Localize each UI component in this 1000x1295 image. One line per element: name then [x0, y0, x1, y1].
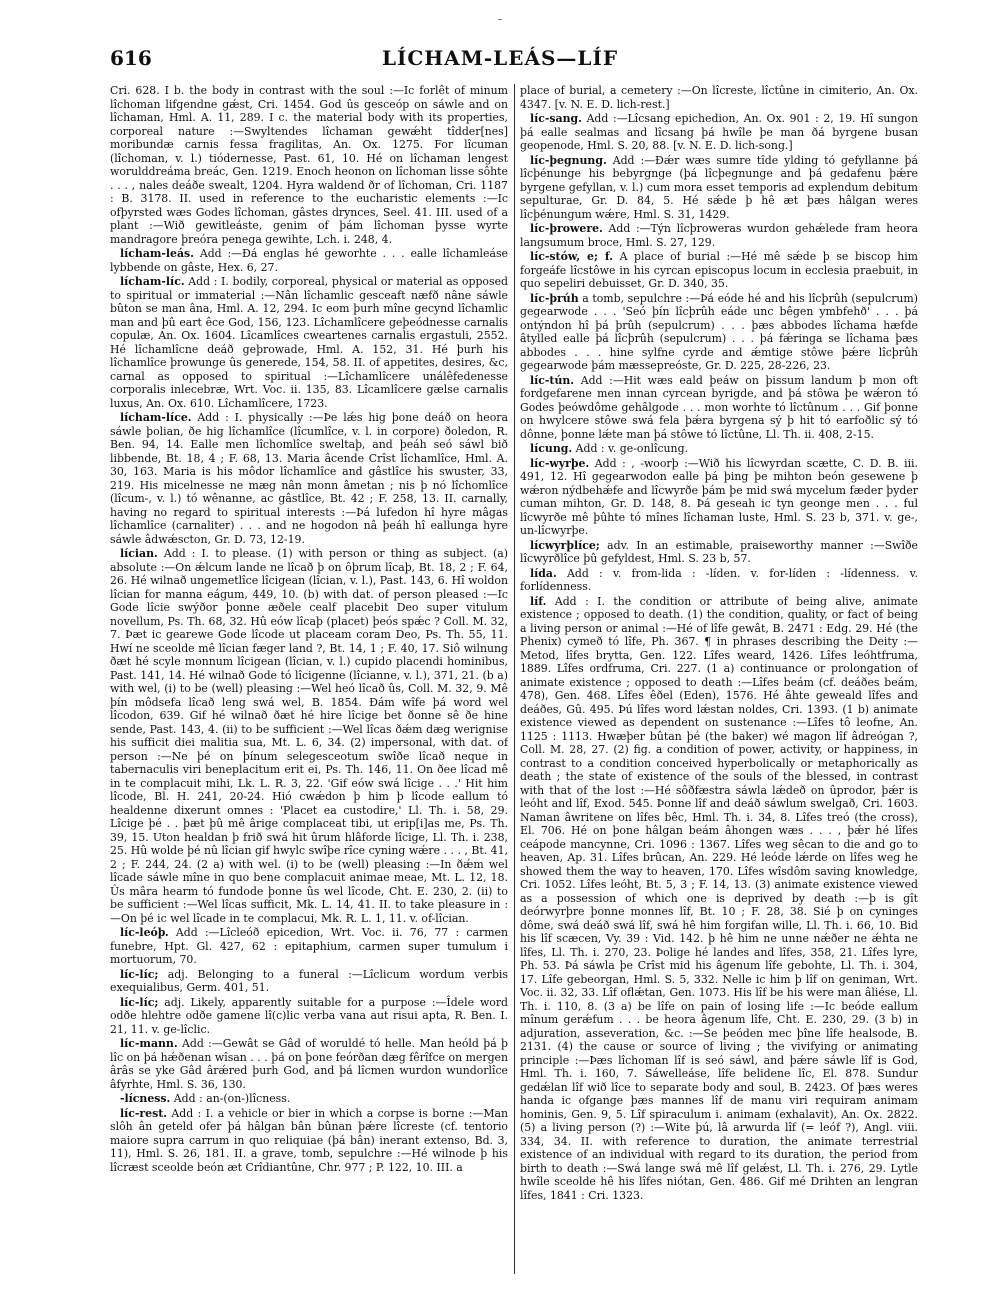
dictionary-entry: [110, 1107, 508, 1175]
column-divider: [514, 84, 515, 1274]
entry-text: a tomb, sepulchre :—Þá eóde hé and his lîcþrûh (sepulcrum) gegearwode . . . 'Seó þín lîcþrûh eáde unc bêgen ymbfehð' . . . þá ontýndon hî þá þrûh (sepulcrum) . . . þæs abbodes lîchama hæfde âtylled ealle þá lîcþrûh (sepulcrum) . . . þá fǽringa se lîchama þæs abbodes . . . hine sylfne cyrde and ǽmtige stôwe þǽre lîcþrûh gegearwode þám mæssepreóste, Gr. D. 225, 28-226, 23.: [520, 291, 918, 372]
entry-headword: líc-þegnung.: [530, 153, 607, 167]
dictionary-entry: [520, 374, 918, 442]
entry-text: Add :—Lîcleóð epicedion, Wrt. Voc. ii. 76, 77 : carmen funebre, Hpt. Gl. 427, 62 : epitaphium, carmen super tumulum i mortuorum, 70.: [110, 926, 508, 966]
dictionary-entry: [110, 1092, 508, 1106]
dictionary-entry: [520, 595, 918, 1203]
entry-text: Add :—Týn lîcþroweras wurdon gehǽlede fram heora langsumum broce, Hml. S. 27, 129.: [520, 222, 918, 249]
dictionary-entry: [520, 250, 918, 291]
entry-headword: líc-stów, e; f.: [530, 250, 613, 263]
entry-text: adj. Belonging to a funeral :—Lîclicum wordum verbis exequialibus, Germ. 401, 51.: [110, 967, 508, 994]
entry-headword: líc-tún.: [530, 373, 575, 387]
entry-text: Add :—Gewât se Gâd of woruldé tó helle. Man heóld þá þ lîc on þá hǽðenan wîsan . . . þá on þone feórðan dæg fêrîfce on mergen ârâs se yke Gâd ârǽred þurh God, and þá lîcmen wurdon wundorlîce âfyrhte, Hml. S. 36, 130.: [110, 1037, 508, 1091]
entry-text: Add : I. physically :—Þe lǽs hig þone deáð on heora sáwle þolian, ðe hig lîchamlîce (lîcumlîce, v. l. in corpore) ðoledon, R. Ben. 94, 14. Ealle men lîchomlîce sweltaþ, and þeáh seó sáwl bið libbende, Bt. 18, 4 ; F. 68, 13. Maria âcende Crîst lîchamlîce, Hml. A. 30, 163. Maria is his môdor lîchamlîce and gâstlîce his swuster, 33, 219. His micelnesse ne mæg nân monn âmetan ; nis þ nó lîchomlîce (lîcum-, v. l.) tó wênanne, ac gâstlîce, Bt. 42 ; F. 258, 13. II. carnally, having no regard to spiritual interests :—Þá lufedon hî hyre mâgas lîchamlîce (carnaliter) . . . and ne hogodon nâ þeáh hî eallunga hyre sáwle âdwǽscton, Gr. D. 73, 12-19.: [110, 411, 508, 546]
entry-text: Add :—Hit wæs eald þeáw on þissum landum þ mon oft fordgefarene men innan cyrcean byrigde, and þá stôwa þe wǽron tó Godes þeówdôme gehâlgode . . . mon worhte tó lîctûnum . . . Gif þonne on hwylcere stôwe swá fela þǽra byrgena sý þ hit tó earfoðlic sý tó dônne, þonne lǽte man þá stôwe tó lîctûne, Ll. Th. ii. 408, 2-15.: [520, 373, 918, 441]
entry-headword: líc-leóþ.: [120, 926, 169, 939]
entry-headword: lícung.: [530, 442, 573, 455]
right-column: [520, 84, 918, 1274]
entry-headword: lícham-líc.: [120, 275, 185, 288]
dictionary-entry: [110, 1037, 508, 1091]
entry-text: Add : an-(on-)lîcness.: [173, 1092, 291, 1105]
dictionary-entry: [110, 247, 508, 274]
dictionary-entry: [110, 547, 508, 925]
dictionary-entry: [110, 926, 508, 967]
entry-text: Add : v. from-lida : -líden. v. for-líden : -lídenness. v. forlídenness.: [520, 566, 918, 593]
dictionary-entry: [110, 968, 508, 995]
running-head: LÍCHAM-LEÁS—LÍF: [381, 46, 619, 70]
entry-headword: líc-þrowere.: [530, 222, 603, 235]
entry-headword: lícham-leás.: [120, 247, 194, 260]
entry-headword: líc-líc;: [120, 995, 159, 1009]
entry-text: place of burial, a cemetery :—On lîcreste, lîctûne in cimiterio, An. Ox. 4347. [v. N. E. D. lich-rest.]: [520, 84, 918, 111]
entry-text: adv. In an estimable, praiseworthy manner :—Swîðe lîcwyrðlîce þû gefyldest, Hml. S. 23 b, 57.: [520, 538, 918, 565]
dictionary-entry: [520, 292, 918, 373]
entry-text: adj. Likely, apparently suitable for a purpose :—Îdele word odðe hlehtre odðe gamene lî(c)lic verba vana aut risui apta, R. Ben. I. 21, 11. v. ge-lîclic.: [110, 995, 508, 1036]
dictionary-entry: [110, 996, 508, 1037]
top-mark: -: [497, 12, 503, 26]
entry-headword: líf.: [530, 594, 547, 608]
entry-text: Add :—Lîcsang epichedion, An. Ox. 901 : 2, 19. Hî sungon þá ealle sealmas and lîcsang þá hwîle þe man ðá byrgene busan geopenode, Hml. S. 20, 88. [v. N. E. D. lich-song.]: [520, 112, 918, 152]
entry-headword: lída.: [530, 566, 557, 580]
entry-headword: -lícness.: [120, 1092, 171, 1105]
entry-text: Add : , -woorþ :—Wið his lîcwyrdan scætte, C. D. B. iii. 491, 12. Hî gegearwodon ealle þá þing þe mihton beón gesewene þ wǽron nýdbehǽfe and lîcwyrðe þám þe mid swá mycelum fæder þyder cuman mihton, Gr. D. 148, 8. Þá geseah ic tyn geonge men . . . ful lîcwyrðe mê þûhte tó mînes lîchaman luste, Hml. S. 23 b, 371. v. ge-, un-lîcwyrþe.: [520, 456, 918, 537]
dictionary-entry: [520, 112, 918, 153]
entry-text: Cri. 628. I b. the body in contrast with the soul :—Ic forlêt of minum lîchoman lifgendne gǽst, Cri. 1454. God ûs gesceóp on sáwle and on lîchaman, Hml. A. 11, 289. I c. the material body with its properties, corporeal nature :—Swyltendes lîchaman gewǽht tîdder[nes] moribundæ carnis fessa fragilitas, An. Ox. 1275. For lîcuman (lîchoman, v. l.) tiódernesse, Past. 61, 10. Hé on lîchaman lengest worulddreáma breác, Gen. 1219. Enoch heonon on lîchoman lisse sôhte . . . , nales deáðe swealt, 1204. Hyra waldend ðr of lîchoman, Cri. 1187 : B. 3178. II. used in reference to the eucharistic elements :—Ic ofþyrsted wæs Godes lîchoman, gâstes drynces, Seel. 41. III. used of a plant :—Wið gewitleáste, genim of þám lîchoman þysse wyrte mandragore þreóra penega gewihte, Lch. i. 248, 4.: [110, 84, 508, 246]
entry-headword: lícian.: [120, 547, 158, 560]
entry-headword: líc-líc;: [120, 967, 159, 981]
entry-headword: líc-þrúh: [530, 291, 579, 305]
dictionary-entry: [520, 457, 918, 538]
entry-headword: lícwyrþlíce;: [530, 538, 600, 552]
dictionary-entry: [520, 539, 918, 566]
page-number: 616: [110, 46, 152, 70]
entry-headword: líc-sang.: [530, 112, 582, 125]
entry-text: Add : I. the condition or attribute of being alive, animate existence ; opposed to death. (1) the condition, quality, or fact of being a living person or animal :—Hé of lîfe gewât, B. 2471 : Edg. 29. Hé (the Phenix) cymeð tó lîfe, Ph. 367. ¶ in phrases describing the Deity :—Metod, lîfes brytta, Gen. 122. Lîfes weard, 1426. Lîfes leóhtfruma, 1889. Lîfes ordfruma, Cri. 227. (1 a) continuance or prolongation of animate existence ; opposed to death :—Lîfes beám (cf. deáðes beám, 478), Gen. 468. Lîfes êðel (Eden), 1576. Hé âhte geweald lîfes and deáðes, Gû. 495. Þú lîfes word lǽstan noldes, Cri. 1393. (1 b) animate existence viewed as dependent on sustenance :—Lîfes tô leofne, An. 1125 : 1113. Hwæþer bûtan þé (the baker) wé magon lîf âdreógan ?, Coll. M. 28, 27. (2) fig. a condition of power, activity, or happiness, in contrast to a condition conceived hyperbolically or metaphorically as death ; the state of existence of the souls of the blessed, in contrast with that of the lost :—Hé sôðfæstra sáwla lǽdeð on ûprodor, þǽr is leóht and lîf, Exod. 545. Þonne lîf and deáð sáwlum swelgað, Cri. 1603. Naman âwritene on lîfes bêc, Hml. Th. i. 34, 8. Lîfes treó (the cross), El. 706. Hé on þone hâlgan beám âhongen wæs . . . , þǽr hé lîfes ceápode mancynne, Cri. 1096 : 1367. Lîfes weg sêcan to die and go to heaven, Ap. 31. Lîfes brûcan, An. 229. Hé leóde lǽrde on lîfes weg he showed them the way to heaven, 170. Lîfes wîsdôm saving knowledge, Cri. 1052. Lîfes leóht, Bt. 5, 3 ; F. 14, 13. (3) animate existence viewed as a possession of which one is deprived by death :—þ is gît deórwyrþre þonne monnes lîf, Bt. 10 ; F. 28, 38. Sié þ on cyninges dôme, swá deáð swá lîf, swá hê him forgifan wille, Ll. Th. i. 66, 10. Bid his lîf scæcen, Vy. 39 : Vid. 142. þ hê him ne unne nǽðer ne ǽhta ne lîfes, Ll. Th. i. 270, 23. Þolige hé landes and lîfes, 358, 21. Lîfes lyre, Ph. 53. Þá sáwla þe Crîst mid his âgenum lîfe gebohte, Ll. Th. i. 304, 17. Lîfe gebeorgan, Hml. S. 5, 332. Nelle ic him þ lîf on geniman, Wrt. Voc. ii. 32, 33. Lîf oflǽtan, Gen. 1073. His lîf be his were man âliése, Ll. Th. i. 110, 8. (3 a) be lîfe on pain of losing life :—Ic beóde eallum mînum gerǽfum . . . be heora âgenum lîfe, Cht. E. 230, 29. (3 b) in adjuration, asseveration, &c. :—Se þeóden mec þîne lîfe healsode, B. 2131. (4) the cause or source of living ; the vivifying or animating principle :—Þæs lîchoman lîf is seó sáwl, and þǽre sáwle lîf is God, Hml. Th. i. 160, 7. Sáwelleáse, lîfe belidene lîc, El. 878. Sundur gedǽlan lîf wið lîce to separate body and soul, B. 2423. Of þæs weres handa ic ofgange þæs mannes lîf de manu viri requiram animam hominis, Gen. 9, 5. Lîf spiraculum i. animam (exhalavit), An. Ox. 2822. (5) a living person (?) :—Wite þú, lâ arwurda lîf (= leóf ?), Angl. viii. 334, 34. II. with reference to duration, the animate terrestrial existence of an individual with regard to its duration, the period from birth to death :—Swá lange swá mê lîf gelǽst, Ll. Th. i. 276, 29. Lytle hwîle sceolde hê his lîfes niótan, Gen. 486. Gif mé Drihten an lengran lîfes, 1841 : Cri. 1323.: [520, 594, 918, 1202]
entry-text: Add : I. a vehicle or bier in which a corpse is borne :—Man slôh ân geteld ofer þá hâlgan bân bûnan þǽre lîcreste (cf. tentorio maiore supra carrum in quo reliquiae (þá bân) inerant extenso, Bd. 3, 11), Hml. S. 26, 181. II. a grave, tomb, sepulchre :—Hé wilnode þ his lîcræst sceolde beón æt Crîdiantûne, Chr. 977 ; P. 122, 10. III. a: [110, 1106, 508, 1174]
entry-headword: líc-wyrþe.: [530, 456, 590, 470]
dictionary-entry: [110, 84, 508, 246]
dictionary-entry: [520, 442, 918, 456]
entry-text: Add : I. bodily, corporeal, physical or material as opposed to spiritual or immaterial :—Nân lîchamlic gesceaft næfð nâne sáwle bûton se man âna, Hml. A. 12, 294. Ic eom þurh mîne gecynd lîchamlic man and þû eart êce God, 156, 123. Lîchamlîcere geþeódnesse carnalis copulæ, An. Ox. 1604. Lîcamlîces cweartenes carnalis ergastuli, 2552. Hé lîchamlîcne deáð geþrowade, Hml. A. 152, 31. Hé þurh his lîchamlîce þrowunge ûs generede, 154, 58. II. of appetites, desires, &c, carnal as opposed to spiritual :—Lîchamlîcere unálêfedenesse corporalis inlecebræ, Wrt. Voc. ii. 135, 83. Lîcamlîcere gælse carnalis luxus, An. Ox. 610. Lîchamlîcere, 1723.: [110, 275, 508, 410]
page-header: [110, 46, 890, 74]
dictionary-entry: [520, 154, 918, 222]
dictionary-entry: [520, 84, 918, 111]
entry-headword: lícham-líce.: [120, 411, 192, 424]
entry-text: A place of burial :—Hé mê sǽde þ se biscop him forgeáfe lîcstôwe in his cyrcan episcopus locum in ecclesia praebuit, in quo sepeliri debuisset, Gr. D. 340, 35.: [520, 250, 918, 290]
left-column: [110, 84, 508, 1274]
text-columns: [110, 84, 918, 1274]
entry-text: Add :—Ðǽr wæs sumre tîde ylding tó gefyllanne þá lîcþénunge his bebyrgnge (þá lîcþegnunge and þá gedafenu þǽre byrgene gefyllan, v. l.) cum mora esset temporis ad explendum debitum sepulturae, Gr. D. 84, 5. Hé sǽde þ hê æt þæs hâlgan weres lîcþénungum wǽre, Hml. S. 31, 1429.: [520, 153, 918, 221]
entry-headword: líc-mann.: [120, 1037, 178, 1050]
entry-headword: líc-rest.: [120, 1106, 168, 1120]
entry-text: Add : v. ge-onlîcung.: [575, 442, 689, 455]
entry-text: Add :—Ðá englas hé geworhte . . . ealle lîchamleáse lybbende on gâste, Hex. 6, 27.: [110, 247, 508, 274]
dictionary-entry: [110, 411, 508, 546]
dictionary-entry: [520, 222, 918, 249]
entry-text: Add : I. to please. (1) with person or thing as subject. (a) absolute :—On ǽlcum lande ne lîcað þ on ôþrum lîcaþ, Bt. 18, 2 ; F. 64, 26. Hé wilnað ungemetlîce lîcigean (lîcian, v. l.), Past. 143, 6. Hî woldon lîcian for manna eágum, 449, 10. (b) with dat. of person pleased :—Ic Gode lîcie swýðor þonne æðele cealf placebit Deo super vitulum novellum, Ps. Th. 68, 32. Hû eów lîcaþ (placet) þeós spǽc ? Coll. M. 32, 7. Þæt ic gearewe Gode lîcode ut placeam coram Deo, Ps. Th. 55, 11. Hwí ne sceolde mê lîcian fæger land ?, Bt. 14, 1 ; F. 40, 17. Siô wilnung ðæt hé scyle monnum lîcigean (lîcian, v. l.) cupido placendi hominibus, Past. 141, 14. Hé wilnað Gode tó lîcigenne (lîcianne, v. l.), 371, 21. (b a) with wel, (i) to be (well) pleasing :—Wel heó lîcað ûs, Coll. M. 32, 9. Mê þín môdsefa lîcað leng swá wel, B. 1854. Ðám wîfe þá word wel lîcodon, 639. Gif hé wilnað ðæt hé hire lîcige bet ðonne sê ðe hine sende, Past. 143, 4. (ii) to be sufficient :—Wel lîcas ðǽm dæg werignise his sufficit diei malitia sua, Mt. L. 6, 34. (2) impersonal, with dat. of person :—Ne þé on þínum selegesceotum swîðe lîcað neque in tabernaculis viri beneplacitum erit ei, Ps. Th. 146, 11. On ðee lîcad mê in te complacuit mihi, Lk. L. R. 3, 22. 'Gif eów swá lîcige . . .' Hit him lîcode, Bl. H. 241, 20-24. Hió cwǽdon þ him þ lîcode eallum tó healdenne dixerunt omnes : 'Placet ea custodire,' Ll. Th. i. 58, 29. Lîcige þé . . þæt þû mê ârige complaceat tibi, ut erip[i]as me, Ps. Th. 39, 15. Uton healdan þ frið swá hit ûrum hlâforde lîcige, Ll. Th. i. 238, 25. Hû wolde þé nû lîcian gif hwylc swîþe rîce cyning wǽre . . . , Bt. 41, 2 ; F. 244, 24. (2 a) with wel. (i) to be (well) pleasing :—In ðǽm wel lîcade sáwle mîne in quo bene complacuit animae meae, Mt. L. 12, 18. Ûs mâra hearm tó fundode þonne ûs wel lîcode, Cht. E. 230, 2. (ii) to be sufficient :—Wel lîcas sufficit, Mk. L. 14, 41. II. to take pleasure in :—On þé ic wel lîcade in te complacui, Mk. R. L. 1, 11. v. of-lîcian.: [110, 547, 508, 925]
dictionary-entry: [110, 275, 508, 410]
dictionary-entry: [520, 567, 918, 594]
